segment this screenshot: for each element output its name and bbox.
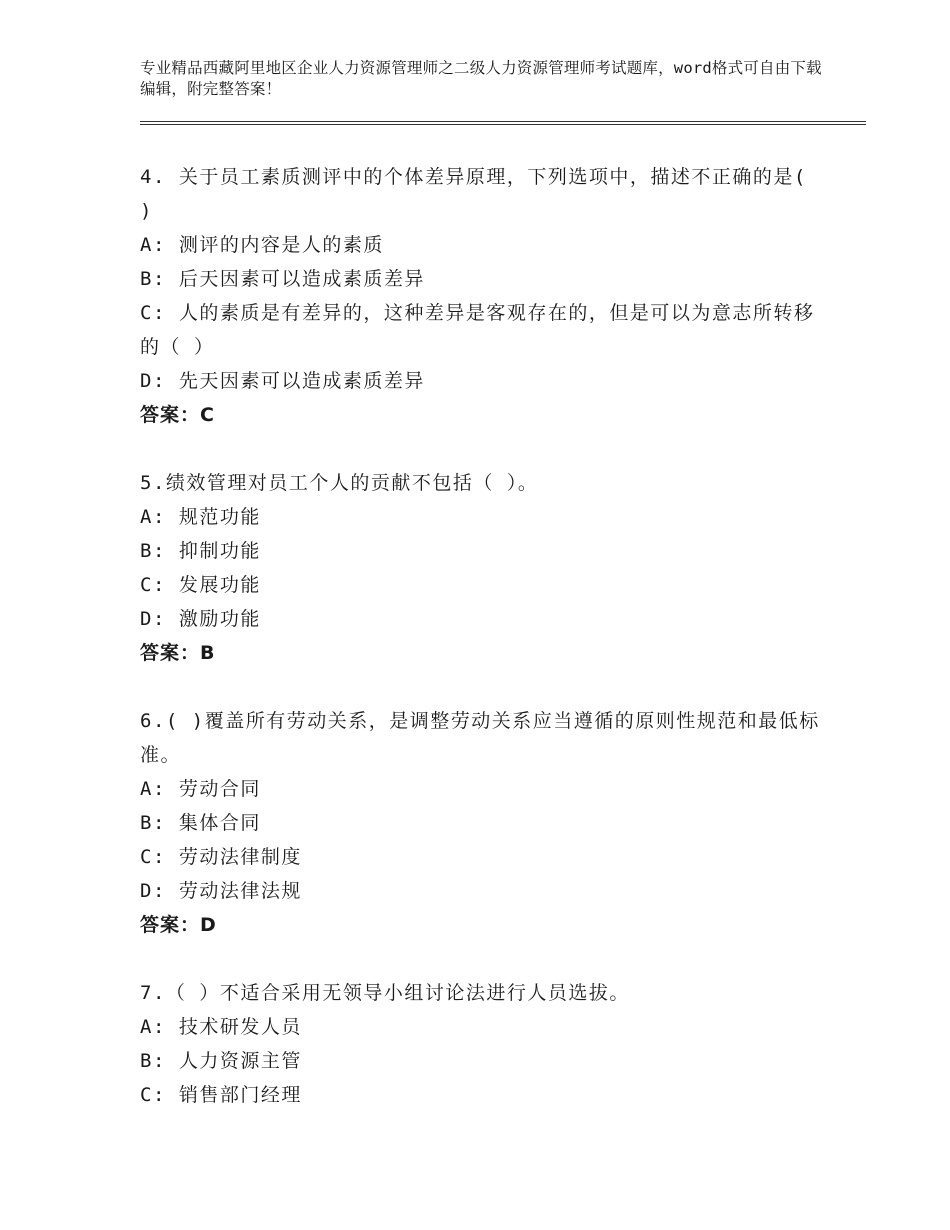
option-c: C: 销售部门经理 (140, 1084, 302, 1106)
option-a: A: 技术研发人员 (140, 1016, 302, 1038)
option-a: A: 测评的内容是人的素质 (140, 234, 384, 256)
question-4 (140, 160, 830, 432)
option-a: A: 劳动合同 (140, 778, 261, 800)
question-text: 4. 关于员工素质测评中的个体差异原理，下列选项中，描述不正确的是( ) (140, 166, 807, 222)
question-text: 5.绩效管理对员工个人的贡献不包括（ ）。 (140, 472, 539, 494)
answer: 答案：C (140, 404, 215, 426)
header-divider-bottom (140, 124, 866, 125)
option-b: B: 后天因素可以造成素质差异 (140, 268, 425, 290)
option-c: C: 发展功能 (140, 574, 261, 596)
option-a: A: 规范功能 (140, 506, 261, 528)
option-c: C: 劳动法律制度 (140, 846, 302, 868)
answer: 答案：D (140, 914, 217, 936)
document-header: 专业精品西藏阿里地区企业人力资源管理师之二级人力资源管理师考试题库，word格式可自由下载编辑，附完整答案！ (140, 59, 822, 98)
question-5 (140, 466, 830, 670)
header-divider-top (140, 121, 866, 122)
option-b: B: 人力资源主管 (140, 1050, 302, 1072)
option-d: D: 劳动法律法规 (140, 880, 302, 902)
option-d: D: 激励功能 (140, 608, 261, 630)
question-text: 7.（ ）不适合采用无领导小组讨论法进行人员选拔。 (140, 982, 630, 1004)
question-list (140, 160, 830, 1146)
option-c: C: 人的素质是有差异的，这种差异是客观存在的，但是可以为意志所转移的（ ） (140, 302, 815, 358)
question-7 (140, 976, 830, 1112)
option-d: D: 先天因素可以造成素质差异 (140, 370, 425, 392)
question-text: 6.( )覆盖所有劳动关系，是调整劳动关系应当遵循的原则性规范和最低标准。 (140, 710, 820, 766)
question-6 (140, 704, 830, 942)
answer: 答案：B (140, 642, 216, 664)
option-b: B: 抑制功能 (140, 540, 261, 562)
option-b: B: 集体合同 (140, 812, 261, 834)
